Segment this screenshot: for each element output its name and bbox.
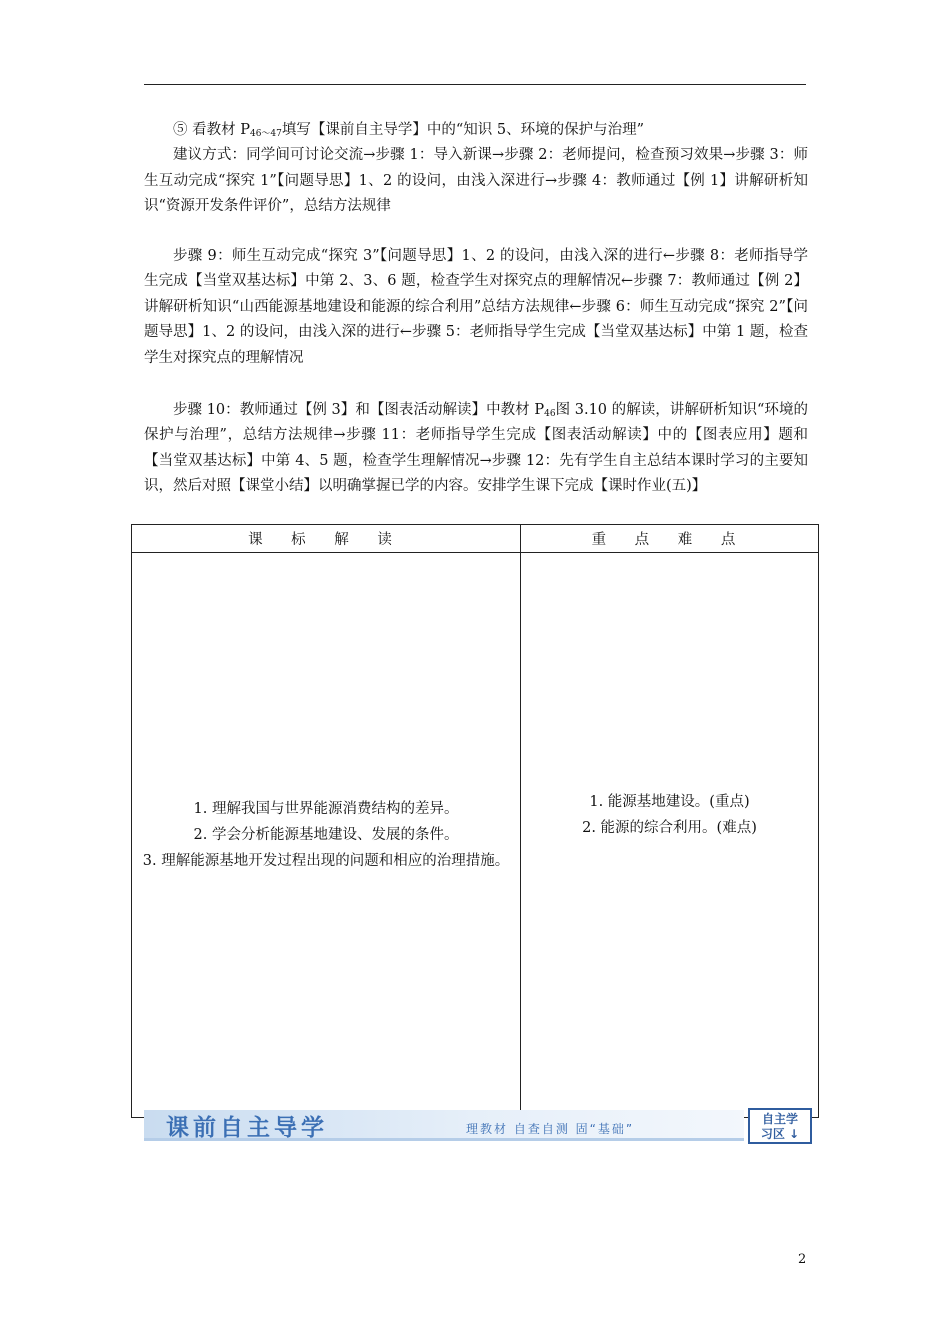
key-point-item: 2. 能源的综合利用。(难点) — [582, 820, 757, 836]
curriculum-interpretation-cell — [132, 553, 521, 1118]
header-rule — [144, 84, 806, 85]
intro-block — [144, 118, 808, 220]
key-points-cell — [521, 553, 819, 1118]
steps-paragraph-3: 步骤 10：教师通过【例 3】和【图表活动解读】中教材 $P_{46}$图 3.10 的解读，讲解研析知识“环境的保护与治理”，总结方法规律→步骤 11：老师指导学生完成【图表活动解读】中的【图表应用】题和【当堂双基达标】中第 4、5 题，检查学生理解情况→步骤 12：先有学生自主总结本课时学习的主要知识，然后对照【课堂小结】以明确掌握已学的内容。安排学生课下完成【课时作业(五)】 — [144, 402, 808, 495]
banner-badge: 自主学 习区 ↓ — [748, 1108, 812, 1144]
section-banner — [144, 1108, 816, 1148]
intro-paragraph-1: 建议方式：同学间可讨论交流→步骤 1：导入新课→步骤 2：老师提问，检查预习效果→步骤 3：师生互动完成“探究 1”【问题导思】1、2 的设问，由浅入深进行→步骤 4：教师通过【例 1】讲解研析知识“资源开发条件评价”，总结方法规律 — [144, 147, 808, 215]
objective-item: 3. 理解能源基地开发过程出现的问题和相应的治理措施。 — [142, 853, 510, 869]
table-header-left: 课 标 解 读 — [132, 525, 521, 553]
table-header-right: 重 点 难 点 — [521, 525, 819, 553]
banner-title: 课前自主导学 — [166, 1115, 328, 1141]
key-point-item: 1. 能源基地建设。(重点) — [589, 794, 750, 810]
steps-paragraph-2: 步骤 9：师生互动完成“探究 3”【问题导思】1、2 的设问，由浅入深的进行←步骤 8：老师指导学生完成【当堂双基达标】中第 2、3、6 题，检查学生对探究点的理解情况←步骤 7：教师通过【例 2】讲解研析知识“山西能源基地建设和能源的综合利用”总结方法规律←步骤 6：师生互动完成“探究 2”【问题导思】1、2 的设问，由浅入深的进行←步骤 5：老师指导学生完成【当堂双基达标】中第 1 题，检查学生对探究点的理解情况 — [144, 248, 808, 366]
intro-line-1: ⑤ 看教材 $P_{46\sim 47}$填写【课前自主导学】中的“知识 5、环境的保护与治理” — [173, 122, 645, 139]
objectives-table — [131, 524, 819, 1118]
objective-item: 1. 理解我国与世界能源消费结构的差异。 — [193, 801, 459, 817]
objective-item: 2. 学会分析能源基地建设、发展的条件。 — [193, 827, 459, 843]
page-number: 2 — [798, 1252, 807, 1267]
banner-subtitle: 理教材 自查自测 固“基础” — [466, 1122, 635, 1136]
